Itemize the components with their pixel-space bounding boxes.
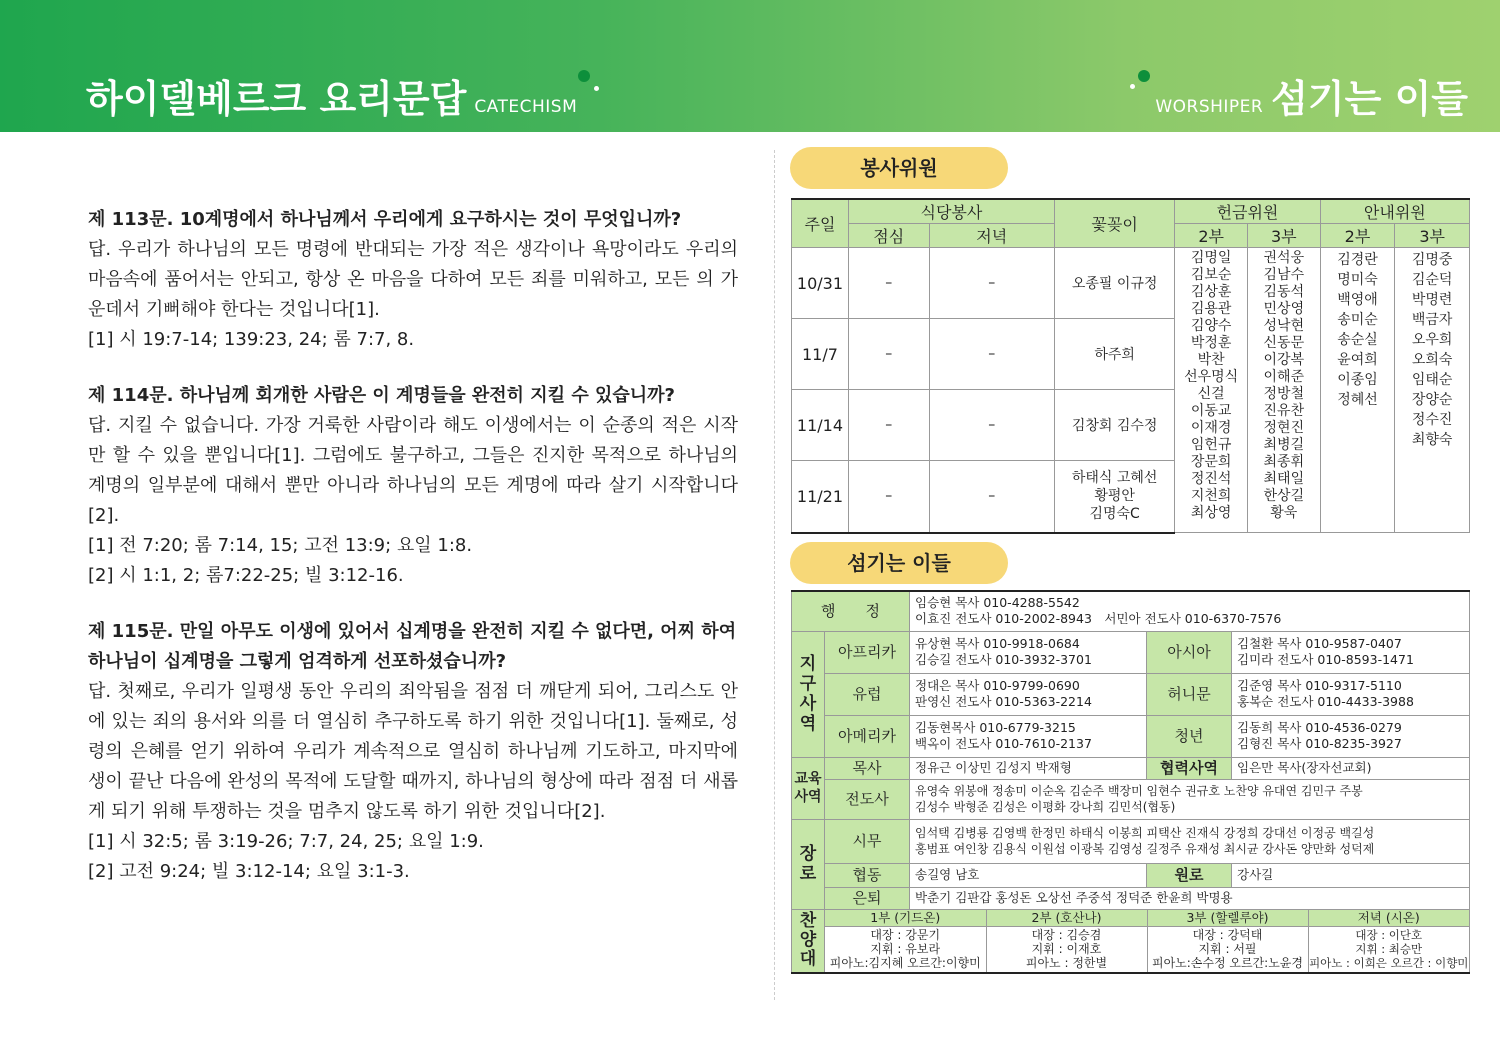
coop-value: 임은만 목사(장자선교회) bbox=[1232, 757, 1470, 779]
ref-line: [1] 시 32:5; 롬 3:19-26; 7:7, 24, 25; 요일 1:9. bbox=[88, 831, 484, 852]
honeymoon-value: 김준영 목사 010-9317-5110 홍복순 전도사 010-4433-3988 bbox=[1232, 673, 1470, 715]
answer-115: 답. 첫째로, 우리가 일평생 동안 우리의 죄악됨을 점점 더 깨닫게 되어, 그리스도 안에 있는 죄의 용서와 의를 더 열심히 추구하도록 하기 위한 것입니다[1]. 둘째로, 성령의 은혜를 얻기 위하여 우리가 계속적으로 열심히 하나님께 기도하고, 마지막에 생이 끝난 다음에 완성의 목적에 도달할 때까지, 하나님의 형상에 따라 점점 더 새롭게 되기 위해 투쟁하는 것을 멈추지 않도록 하기 위한 것입니다[2]. bbox=[88, 681, 738, 822]
answer-114: 답. 지킬 수 없습니다. 가장 거룩한 사람이라 해도 이생에서는 이 순종의 적은 시작만 할 수 있을 뿐입니다[1]. 그럼에도 불구하고, 그들은 진지한 목적으로 하나님의 계명의 일부분에 대해서 뿐만 아니라 하나님의 모든 계명에 따라 살기 시작합니다[2]. bbox=[88, 415, 738, 526]
catechism-sub: CATECHISM bbox=[474, 97, 578, 117]
youth-value: 김동희 목사 010-4536-0279 김형진 목사 010-8235-3927 bbox=[1232, 715, 1470, 757]
row-dinner: – bbox=[929, 319, 1054, 390]
row-date: 11/7 bbox=[792, 319, 849, 390]
row-dinner: – bbox=[929, 461, 1054, 533]
service-table bbox=[791, 198, 1470, 534]
africa-value: 유상현 목사 010-9918-0684 김승길 전도사 010-3932-3701 bbox=[910, 631, 1147, 673]
pastor-label: 목사 bbox=[825, 757, 910, 779]
row-dinner: – bbox=[929, 390, 1054, 461]
region-label-text: 지구사역 bbox=[799, 654, 817, 734]
green-dot-icon bbox=[578, 70, 590, 82]
admin-line: 임승현 목사 010-4288-5542 bbox=[915, 595, 1080, 611]
worshiper-title-text: 섬기는 이들 bbox=[1271, 77, 1468, 121]
choir-label bbox=[792, 909, 825, 973]
active-label: 시무 bbox=[825, 819, 910, 863]
edu-label-text: 교육사역 bbox=[794, 771, 822, 805]
offering-3-names: 권석웅 김남수 김동석 민상영 성낙현 신동문 이강복 이해준 정방철 진유찬 정현진 최병길 최종휘 최태일 한상길 황욱 bbox=[1247, 248, 1320, 533]
choir-head: 저녁 (시온) bbox=[1308, 910, 1469, 927]
honeymoon-label: 허니문 bbox=[1147, 673, 1232, 715]
ref-line: [1] 시 19:7-14; 139:23, 24; 롬 7:7, 8. bbox=[88, 329, 415, 350]
row-date: 10/31 bbox=[792, 248, 849, 319]
catechism-title bbox=[86, 68, 577, 123]
question-114: 제 114문. 하나님께 회개한 사람은 이 계명들을 완전히 지킬 수 있습니까? bbox=[88, 385, 675, 406]
row-flower: 오종필 이규정 bbox=[1054, 248, 1174, 319]
europe-label: 유럽 bbox=[825, 673, 910, 715]
answer-113: 답. 우리가 하나님의 모든 명령에 반대되는 가장 적은 생각이나 욕망이라도 우리의 마음속에 품어서는 안되고, 항상 온 마음을 다하여 모든 죄를 미워하고, 모든 의 가운데서 기뻐해야 한다는 것입니다[1]. bbox=[88, 239, 738, 320]
offering-2-names: 김명일 김보순 김상훈 김용관 김양수 박정훈 박찬 선우명식 신걸 이동교 이재경 임헌규 장문희 정진석 지천희 최상영 bbox=[1175, 248, 1248, 533]
choir-area bbox=[825, 909, 1470, 973]
serve-table bbox=[791, 590, 1470, 974]
row-lunch: – bbox=[848, 248, 929, 319]
america-label: 아메리카 bbox=[825, 715, 910, 757]
ref-line: [2] 시 1:1, 2; 롬7:22-25; 빌 3:12-16. bbox=[88, 565, 404, 586]
assoc-value: 송길영 남호 bbox=[910, 863, 1147, 887]
row-lunch: – bbox=[848, 461, 929, 533]
row-flower: 하태식 고혜선 황평안 김명숙C bbox=[1054, 461, 1174, 533]
africa-label: 아프리카 bbox=[825, 631, 910, 673]
page-header bbox=[0, 0, 1500, 132]
choir-info: 대장 : 강문기 지휘 : 유보라 피아노:김지혜 오르간:이향미 bbox=[825, 926, 986, 972]
green-dot-icon bbox=[1138, 70, 1150, 82]
elder-label bbox=[792, 819, 825, 909]
assoc-label: 협동 bbox=[825, 863, 910, 887]
question-113: 제 113문. 10계명에서 하나님께서 우리에게 요구하시는 것이 무엇입니까? bbox=[88, 209, 682, 230]
admin-line: 이효진 전도사 010-2002-8943 서민아 전도사 010-6370-7576 bbox=[915, 611, 1282, 627]
evangelist-label: 전도사 bbox=[825, 779, 910, 819]
active-value: 임석택 김병룡 김영백 한정민 하태식 이봉희 피택산 진재식 강정희 강대선 이정공 백길성 홍범표 여인창 김용식 이원섭 이광복 김영성 길정주 유재성 최시균 강사돈 양만화 성덕제 bbox=[910, 819, 1470, 863]
choir-label-text: 찬양대 bbox=[799, 911, 817, 970]
retired-value: 박춘기 김판갑 홍성돈 오상선 주중석 정덕준 한윤희 박명용 bbox=[910, 887, 1470, 909]
guide-2-names: 김경란 명미숙 백영애 송미순 송순실 윤여희 이종임 정혜선 bbox=[1320, 248, 1395, 533]
senior-value: 강사길 bbox=[1232, 863, 1470, 887]
th-dinner: 저녁 bbox=[929, 224, 1054, 248]
choir-head: 1부 (기드온) bbox=[825, 910, 986, 927]
guide-3-names: 김명중 김순덕 박명련 백금자 오우희 오희숙 임태순 장양순 정수진 최향숙 bbox=[1395, 248, 1470, 533]
white-dot-icon bbox=[1130, 84, 1135, 89]
row-date: 11/14 bbox=[792, 390, 849, 461]
asia-value: 김철환 목사 010-9587-0407 김미라 전도사 010-8593-1471 bbox=[1232, 631, 1470, 673]
catechism-title-text: 하이델베르크 요리문답 bbox=[86, 77, 467, 121]
th-guide-2: 2부 bbox=[1320, 224, 1395, 248]
senior-label: 원로 bbox=[1147, 863, 1232, 887]
th-off-2: 2부 bbox=[1175, 224, 1248, 248]
row-dinner: – bbox=[929, 248, 1054, 319]
row-lunch: – bbox=[848, 319, 929, 390]
row-lunch: – bbox=[848, 390, 929, 461]
page-divider bbox=[774, 150, 775, 1000]
choir-table bbox=[825, 910, 1469, 973]
th-off-3: 3부 bbox=[1247, 224, 1320, 248]
america-value: 김동현목사 010-6779-3215 백옥이 전도사 010-7610-2137 bbox=[910, 715, 1147, 757]
ref-line: [2] 고전 9:24; 빌 3:12-14; 요일 3:1-3. bbox=[88, 861, 410, 882]
retired-label: 은퇴 bbox=[825, 887, 910, 909]
th-date: 주일 bbox=[792, 199, 849, 248]
choir-head: 2부 (호산나) bbox=[986, 910, 1147, 927]
choir-info: 대장 : 이단호 지휘 : 최승만 피아노 : 이희은 오르간 : 이향미 bbox=[1308, 926, 1469, 972]
row-flower: 김창회 김수정 bbox=[1054, 390, 1174, 461]
th-offering: 헌금위원 bbox=[1175, 199, 1320, 224]
elder-label-text: 장로 bbox=[799, 844, 817, 884]
row-flower: 하주희 bbox=[1054, 319, 1174, 390]
worshiper-sub: WORSHIPER bbox=[1155, 97, 1264, 117]
white-dot-icon bbox=[594, 86, 599, 91]
question-115: 제 115문. 만일 아무도 이생에 있어서 십계명을 완전히 지킬 수 없다면, 어찌 하여 하나님이 십계명을 그렇게 엄격하게 선포하셨습니까? bbox=[88, 621, 737, 672]
asia-label: 아시아 bbox=[1147, 631, 1232, 673]
th-flower: 꽃꽂이 bbox=[1054, 199, 1174, 248]
serve-pill: 섬기는 이들 bbox=[790, 542, 1008, 584]
pastor-value: 정유근 이상민 김성지 박재형 bbox=[910, 757, 1147, 779]
admin-label: 행 정 bbox=[792, 591, 910, 631]
catechism-section bbox=[88, 205, 738, 887]
choir-info: 대장 : 강덕태 지휘 : 서필 피아노:손수정 오르간:노윤경 bbox=[1147, 926, 1308, 972]
th-lunch: 점심 bbox=[848, 224, 929, 248]
worshiper-title bbox=[1155, 68, 1468, 123]
row-date: 11/21 bbox=[792, 461, 849, 533]
th-guide: 안내위원 bbox=[1320, 199, 1469, 224]
admin-value bbox=[910, 591, 1470, 631]
th-guide-3: 3부 bbox=[1395, 224, 1470, 248]
choir-info: 대장 : 김승겸 지휘 : 이재호 피아노 : 정한별 bbox=[986, 926, 1147, 972]
edu-label bbox=[792, 757, 825, 819]
youth-label: 청년 bbox=[1147, 715, 1232, 757]
choir-head: 3부 (할렐루야) bbox=[1147, 910, 1308, 927]
coop-label: 협력사역 bbox=[1147, 757, 1232, 779]
ref-line: [1] 전 7:20; 롬 7:14, 15; 고전 13:9; 요일 1:8. bbox=[88, 535, 473, 556]
evangelist-value: 유영숙 위봉애 정송미 이순옥 김순주 백장미 임현수 권규호 노찬양 유대연 김민구 주봉 김성수 박형준 김성은 이평화 강나희 김민석(협동) bbox=[910, 779, 1470, 819]
th-meal: 식당봉사 bbox=[848, 199, 1054, 224]
service-pill: 봉사위원 bbox=[790, 147, 1008, 189]
region-label bbox=[792, 631, 825, 757]
europe-value: 정대은 목사 010-9799-0690 판영신 전도사 010-5363-2214 bbox=[910, 673, 1147, 715]
